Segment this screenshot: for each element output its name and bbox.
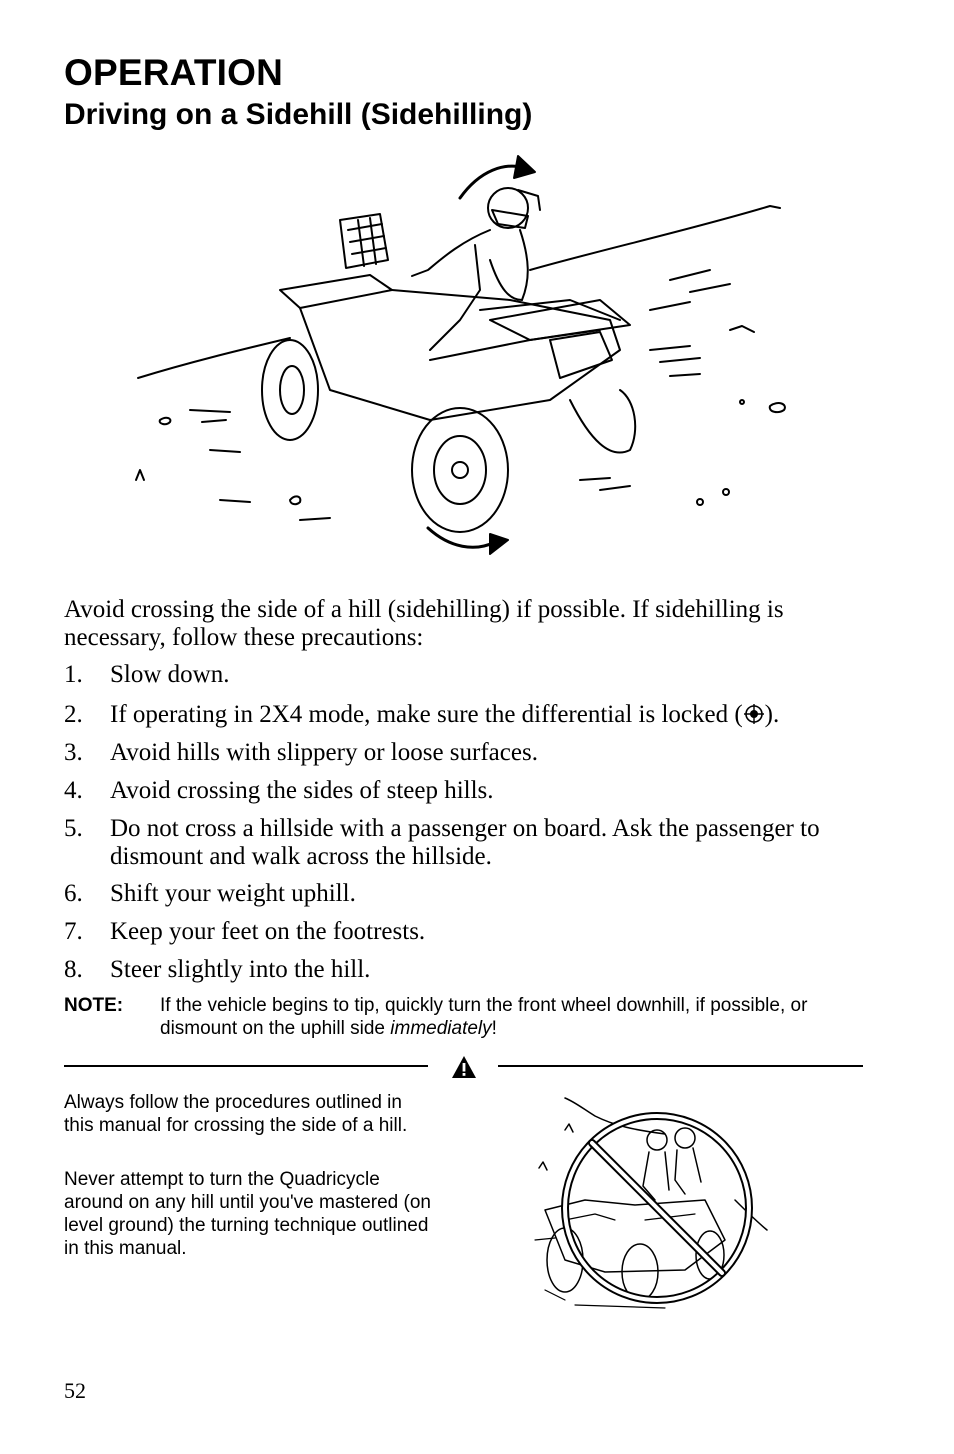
list-item-text: If operating in 2X4 mode, make sure the differential is locked ( bbox=[110, 701, 743, 728]
warning-rule-right bbox=[498, 1065, 863, 1067]
warning-triangle-icon bbox=[451, 1055, 477, 1079]
list-item-text: Slow down. bbox=[110, 661, 230, 688]
list-item-number: 3. bbox=[64, 739, 83, 766]
list-item-text-end: ). bbox=[764, 701, 780, 728]
warning-paragraph-1: Always follow the procedures outlined in this manual for crossing the side of a hill. bbox=[64, 1092, 408, 1136]
note-text: If the vehicle begins to tip, quickly turn the front wheel downhill, if possible, or dismount on the uphill side bbox=[160, 995, 808, 1039]
warning-rule-left bbox=[64, 1065, 428, 1067]
list-item-text: Steer slightly into the hill. bbox=[110, 956, 371, 983]
list-item-text: Avoid crossing the sides of steep hills. bbox=[110, 777, 494, 804]
note-text-container bbox=[160, 994, 860, 1040]
note-label: NOTE: bbox=[64, 995, 124, 1016]
list-item-text: Avoid hills with slippery or loose surfaces. bbox=[110, 739, 538, 766]
warning-paragraph-2: Never attempt to turn the Quadricycle around on any hill until you've mastered (on level ground) the turning technique outlined in this manual. bbox=[64, 1169, 431, 1259]
page-number: 52 bbox=[64, 1378, 86, 1403]
list-item-number: 8. bbox=[64, 956, 83, 983]
list-item-number: 6. bbox=[64, 880, 83, 907]
section-heading: OPERATION bbox=[64, 52, 284, 93]
list-item-text: Keep your feet on the footrests. bbox=[110, 918, 426, 945]
list-item-number: 7. bbox=[64, 918, 83, 945]
note-emphasis: immediately bbox=[390, 1018, 492, 1039]
list-item-text: Shift your weight uphill. bbox=[110, 880, 356, 907]
no-passenger-sidehill-icon bbox=[525, 1090, 775, 1312]
note-end: ! bbox=[491, 1018, 497, 1039]
list-item-number: 4. bbox=[64, 777, 83, 804]
list-item-number: 2. bbox=[64, 701, 83, 728]
page-title: Driving on a Sidehill (Sidehilling) bbox=[64, 98, 533, 131]
list-item-text-container bbox=[110, 701, 880, 729]
atv-sidehill-illustration bbox=[130, 150, 790, 560]
list-item-number: 5. bbox=[64, 815, 83, 842]
list-item-number: 1. bbox=[64, 661, 83, 688]
differential-lock-icon bbox=[743, 703, 765, 725]
intro-paragraph: Avoid crossing the side of a hill (sidehilling) if possible. If sidehilling is necessary, follow these precautions: bbox=[64, 596, 784, 651]
list-item-text: Do not cross a hillside with a passenger on board. Ask the passenger to dismount and walk across the hillside. bbox=[110, 815, 820, 870]
